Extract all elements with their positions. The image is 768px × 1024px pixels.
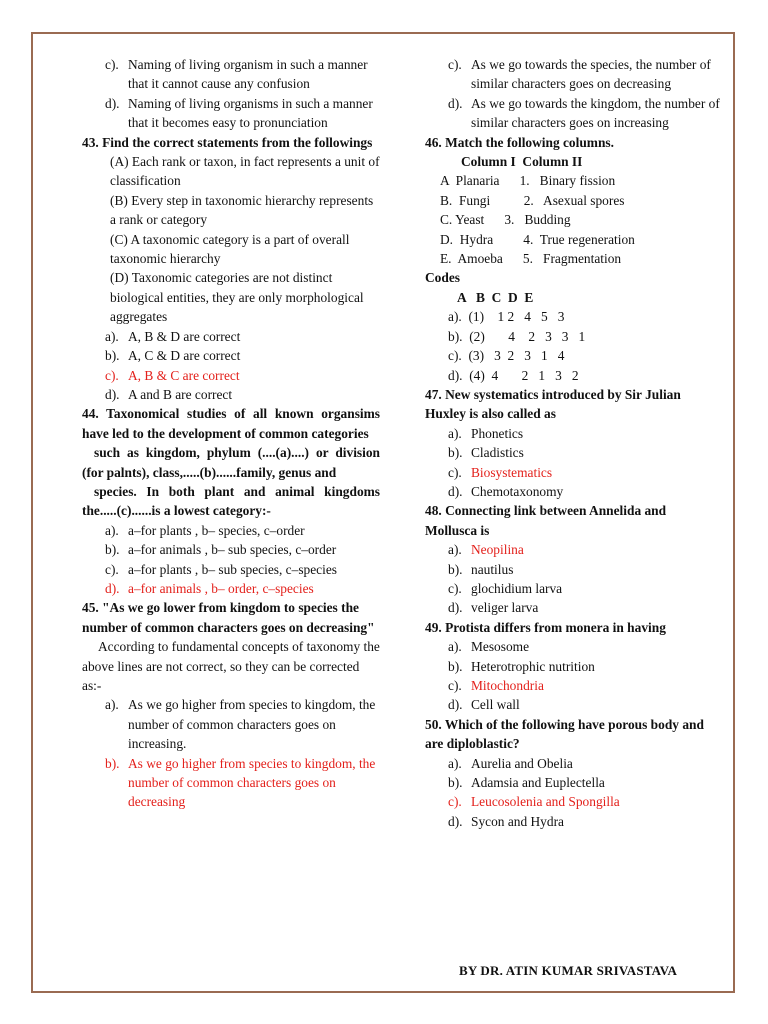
q43-option-a: a). A, B & D are correct [105,328,241,344]
question-47: 47. New systematics introduced by Sir Julian Huxley is also called as [425,386,681,422]
match-row: B. Fungi 2. Asexual spores [440,192,625,208]
question-44: 44. Taxonomical studies of all known organsims have led to the development of common categories [82,406,380,441]
q43-option-b: b). A, C & D are correct [105,348,241,364]
q43-option-c-answer: c). A, B & C are correct [105,367,240,383]
q44-option-a: a). a–for plants , b– species, c–order [105,522,305,538]
code-row: c). (3) 3 2 3 1 4 [448,348,565,364]
q45-intro: According to fundamental concepts of taxonomy the above lines are not correct, so they can be corrected as:- [82,639,380,693]
q43-statement-c: (C) A taxonomic category is a part of overall taxonomic hierarchy [110,231,350,267]
q45-option-b-answer: b). As we go higher from species to kingdom, the number of common characters goes on decreasing [105,755,376,810]
q50-option-d: d). Sycon and Hydra [448,813,564,829]
code-row: b). (2) 4 2 3 3 1 [448,328,586,344]
q42-option-d: d). Naming of living organisms in such a manner that it becomes easy to pronunciation [105,95,373,131]
q48-option-b: b). nautilus [448,561,514,577]
q45-option-c: c). As we go towards the species, the number of similar characters goes on decreasing [448,57,711,92]
column-1-header: Column I [461,154,516,170]
match-row: A Planaria 1. Binary fission [440,173,616,189]
q50-option-b: b). Adamsia and Euplectella [448,775,605,791]
q48-option-c: c). glochidium larva [448,580,563,596]
q48-option-a-answer: a). Neopilina [448,542,524,558]
q48-option-d: d). veliger larva [448,600,539,616]
code-row: d). (4) 4 2 1 3 2 [448,367,579,383]
match-row: E. Amoeba 5. Fragmentation [440,251,622,267]
q47-option-a: a). Phonetics [448,425,524,441]
q49-option-c-answer: c). Mitochondria [448,678,544,693]
left-column [82,55,380,812]
code-row: a). (1) 1 2 4 5 3 [448,309,565,325]
q43-statement-b: (B) Every step in taxonomic hierarchy represents a rank or category [110,192,374,228]
q45-option-d: d). As we go towards the kingdom, the number of similar characters goes on increasing [448,95,720,131]
question-45: 45. "As we go lower from kingdom to species the number of common characters goes on decreasing" [82,600,375,635]
q43-statement-d: (D) Taxonomic categories are not distinct biological entities, they are only morphological aggregates [110,270,364,325]
right-column [425,55,721,831]
q50-option-c-answer: c). Leucosolenia and Spongilla [448,794,620,810]
column-2-header: Column II [522,154,583,170]
q42-option-c: c). Naming of living organism in such a manner that it cannot cause any confusion [105,57,368,92]
q47-option-b: b). Cladistics [448,445,524,461]
q45-option-a: a). As we go higher from species to kingdom, the number of common characters goes on increasing. [105,697,376,752]
question-43: 43. Find the correct statements from the followings [82,134,373,150]
q49-option-d: d). Cell wall [448,697,520,713]
question-49: 49. Protista differs from monera in having [425,619,666,635]
q44-option-d-answer: d). a–for animals , b– order, c–species [105,580,314,596]
q49-option-b: b). Heterotrophic nutrition [448,658,595,674]
q44-option-b: b). a–for animals , b– sub species, c–order [105,542,337,558]
q44-option-c: c). a–for plants , b– sub species, c–species [105,561,337,577]
codes-header: A B C D E [457,289,534,305]
q47-option-d: d). Chemotaxonomy [448,483,564,499]
q50-option-a: a). Aurelia and Obelia [448,755,573,771]
q43-statement-a: (A) Each rank or taxon, in fact represents a unit of classification [110,154,380,189]
match-row: C. Yeast 3. Budding [440,212,571,228]
question-44-part3: species. In both plant and animal kingdoms the.....(c)......is a lowest category:- [82,483,380,519]
question-50: 50. Which of the following have porous body and are diploblastic? [425,716,704,752]
q47-option-c-answer: c). Biosystematics [448,464,553,480]
author-footer: BY DR. ATIN KUMAR SRIVASTAVA [459,963,678,978]
match-row: D. Hydra 4. True regeneration [440,231,635,247]
q43-option-d: d). A and B are correct [105,386,233,402]
question-46: 46. Match the following columns. [425,134,614,150]
match-column-headers [425,152,721,171]
codes-title: Codes [425,270,460,286]
question-48: 48. Connecting link between Annelida and Mollusca is [425,503,667,538]
q49-option-a: a). Mesosome [448,639,530,655]
question-44-part2: such as kingdom, phylum (....(a)....) or division (for palnts), class,.....(b)......family, genus and [82,445,380,480]
